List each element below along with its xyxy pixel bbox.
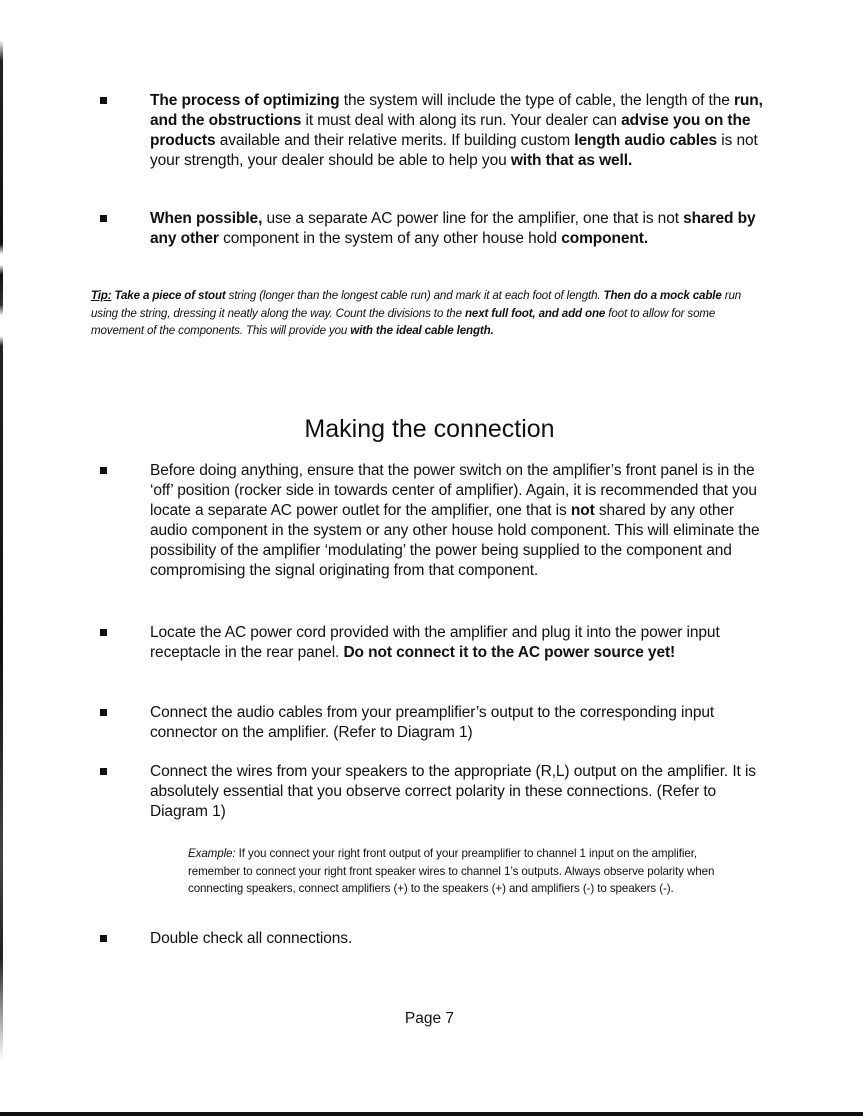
bullet-square-icon [100, 97, 107, 104]
paragraph-speaker-wires [150, 762, 765, 822]
paragraph-optimizing [150, 91, 765, 171]
text: it must deal with along its run. Your dealer can [301, 112, 622, 129]
emphasis: length audio cables [574, 132, 718, 149]
warning-emphasis: Do not connect it to the AC power source yet! [343, 644, 676, 661]
emphasis: component. [561, 230, 649, 247]
emphasis: with that as well. [510, 152, 633, 169]
section-heading: Making the connection [304, 415, 555, 443]
emphasis: advise you on the products [150, 112, 751, 149]
paragraph-power-cord [150, 623, 765, 663]
emphasis: The process of optimizing [150, 92, 340, 109]
text: If you connect your right front output of your preamplifier to channel 1 input on the amplifier, remember to connect your right front speaker wires to channel 1’s outputs. Always observe polarity when connecting speakers, connect amplifiers (+) to the speakers (+) and amplifiers (-) to speakers (-). [188, 847, 715, 895]
text: foot to allow for some movement of the components. This will provide you [91, 306, 716, 337]
text: run using the string, dressing it neatly along the way. Count the divisions to the [91, 289, 742, 320]
tip-note [91, 287, 771, 340]
text: use a separate AC power line for the amplifier, one that is not [262, 210, 684, 227]
emphasis: next full foot, and add one [464, 306, 606, 320]
text: Connect the wires from your speakers to the appropriate (R,L) output on the amplifier. It is absolutely essential that you observe correct polarity in these connections. (Refer to Diagram 1) [150, 763, 756, 820]
scan-edge-left [0, 40, 3, 1060]
tip-label: Tip: [91, 289, 112, 302]
bullet-square-icon [100, 709, 107, 716]
page-number [0, 1010, 863, 1028]
emphasis: with the ideal cable length. [350, 324, 494, 337]
bullet-square-icon [100, 215, 107, 222]
emphasis: not [570, 502, 595, 519]
bullet-square-icon [100, 935, 107, 942]
text: Connect the audio cables from your preamplifier’s output to the corresponding input connector on the amplifier. (Refer to Diagram 1) [150, 704, 715, 741]
bullet-square-icon [100, 629, 107, 636]
paragraph-separate-line [150, 209, 765, 249]
emphasis: Take a piece of stout [111, 289, 226, 302]
text: the system will include the type of cable, the length of the [339, 92, 734, 109]
example-note [188, 845, 748, 898]
page-label: Page 7 [404, 1010, 455, 1027]
emphasis: When possible, [150, 210, 263, 227]
text: shared by any other audio component in the system or any other house hold component. This will eliminate the possibility of the amplifier ‘modulating’ the power being supplied to the component and compromising the signal originating from that component. [150, 502, 760, 579]
emphasis: run, and the obstructions [150, 92, 763, 129]
paragraph-double-check [150, 929, 765, 949]
text: available and their relative merits. If building custom [215, 132, 575, 149]
emphasis: Then do a mock cable [603, 289, 722, 302]
example-label: Example: [188, 847, 236, 860]
text: string (longer than the longest cable run) and mark it at each foot of length. [225, 289, 604, 302]
paragraph-audio-cables [150, 703, 765, 743]
text: Locate the AC power cord provided with the amplifier and plug it into the power input receptacle in the rear panel. [150, 624, 720, 661]
text: is not your strength, your dealer should be able to help you [150, 132, 758, 169]
bullet-square-icon [100, 768, 107, 775]
emphasis: shared by any other [150, 210, 756, 247]
bullet-square-icon [100, 467, 107, 474]
paragraph-before-doing-anything [150, 461, 765, 581]
text: Before doing anything, ensure that the power switch on the amplifier’s front panel is in the ‘off’ position (rocker side in towards center of amplifier). Again, it is recommended that you locate a separate AC power outlet for the amplifier, one that is [150, 462, 757, 519]
scan-edge-bottom [0, 1112, 863, 1116]
text: Double check all connections. [150, 930, 353, 947]
text: component in the system of any other house hold [218, 230, 562, 247]
